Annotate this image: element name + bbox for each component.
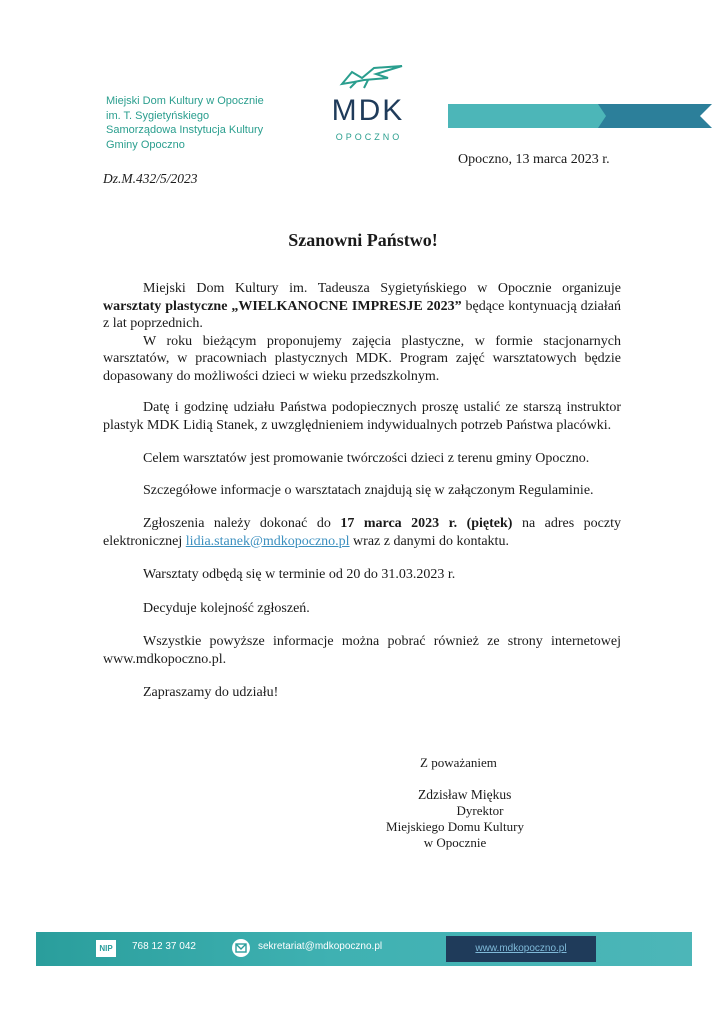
paragraph-3: Datę i godzinę udziału Państwa podopiecznych proszę ustalić ze starszą instruktor plastyk MDK Lidią Stanek, z uwzględnieniem indywidualnych potrzeb Państwa placówki. bbox=[103, 400, 621, 433]
p6-deadline: 17 marca 2023 r. (piętek) bbox=[340, 516, 513, 531]
p6-text-b: na adres poczty elektronicznej bbox=[103, 516, 621, 549]
nip-number: 768 12 37 042 bbox=[132, 941, 196, 952]
email-icon bbox=[232, 939, 250, 957]
paragraph-4: Celem warsztatów jest promowanie twórczości dzieci z terenu gminy Opoczno. bbox=[143, 451, 590, 466]
p6-text-c: wraz z danymi do kontaktu. bbox=[349, 533, 509, 549]
p6-text-a: Zgłoszenia należy dokonać do bbox=[143, 516, 341, 531]
org-line-3: Samorządowa Instytucja Kultury bbox=[106, 124, 264, 136]
paragraph-8: Decyduje kolejność zgłoszeń. bbox=[143, 600, 310, 616]
nip-icon: NIP bbox=[96, 940, 116, 957]
mdk-logo bbox=[316, 58, 420, 148]
signatory-name: Zdzisław Miękus bbox=[418, 787, 512, 802]
logo-text: MDK bbox=[331, 94, 405, 127]
date-line: Opoczno, 13 marca 2023 r. bbox=[458, 152, 610, 167]
signatory-org-2: w Opocznie bbox=[423, 835, 487, 850]
org-line-1: Miejski Dom Kultury w Opocznie bbox=[106, 95, 264, 107]
paragraph-2: W roku bieżącym proponujemy zajęcia plastyczne, w formie stacjonarnych warsztatów, w pracowniach plastycznych MDK. Program zajęć warsztatowych będzie dopasowany do możliwości dzieci w wieku przedszkolnym. bbox=[103, 333, 621, 384]
horse-icon bbox=[316, 58, 420, 148]
email-link[interactable]: lidia.stanek@mdkopoczno.pl bbox=[185, 533, 350, 549]
paragraph-10: Zapraszamy do udziału! bbox=[143, 685, 279, 700]
signatory-org-1: Miejskiego Domu Kultury bbox=[386, 819, 524, 834]
reference-number: Dz.M.432/5/2023 bbox=[103, 171, 198, 186]
paragraph-9: Wszystkie powyższe informacje można pobrać również ze strony internetowej www.mdkopoczno.pl. bbox=[103, 634, 621, 667]
p1-text-b: będące kontynuacją działań z lat poprzednich. bbox=[103, 298, 621, 331]
p1-workshop-title: warsztaty plastyczne „WIELKANOCNE IMPRESJE 2023” bbox=[103, 298, 462, 314]
p1-text-a: Miejski Dom Kultury im. Tadeusza Sygietyńskiego w Opocznie organizuje bbox=[143, 281, 621, 296]
organization-name bbox=[106, 94, 264, 152]
footer-email[interactable]: sekretariat@mdkopoczno.pl bbox=[258, 941, 383, 952]
salutation: Szanowni Państwo! bbox=[288, 230, 438, 250]
header-ribbon bbox=[448, 104, 712, 128]
letter-body bbox=[103, 280, 621, 702]
paragraph-6 bbox=[103, 515, 621, 550]
paragraph-5: Szczegółowe informacje o warsztatach znajdują się w załączonym Regulaminie. bbox=[143, 482, 594, 498]
org-line-4: Gminy Opoczno bbox=[106, 138, 185, 151]
org-line-2: im. T. Sygietyńskiego bbox=[106, 109, 210, 122]
signatory-role: Dyrektor bbox=[456, 803, 504, 818]
closing: Z poważaniem bbox=[420, 755, 497, 770]
footer-arrow bbox=[692, 932, 712, 966]
website-badge[interactable] bbox=[446, 936, 596, 962]
logo-subtext: OPOCZNO bbox=[335, 132, 403, 142]
website-link[interactable]: www.mdkopoczno.pl bbox=[475, 943, 567, 954]
signature-block bbox=[380, 755, 590, 851]
footer-bar bbox=[36, 932, 692, 966]
paragraph-1 bbox=[103, 280, 621, 333]
paragraph-7: Warsztaty odbędą się w terminie od 20 do 31.03.2023 r. bbox=[143, 567, 456, 582]
